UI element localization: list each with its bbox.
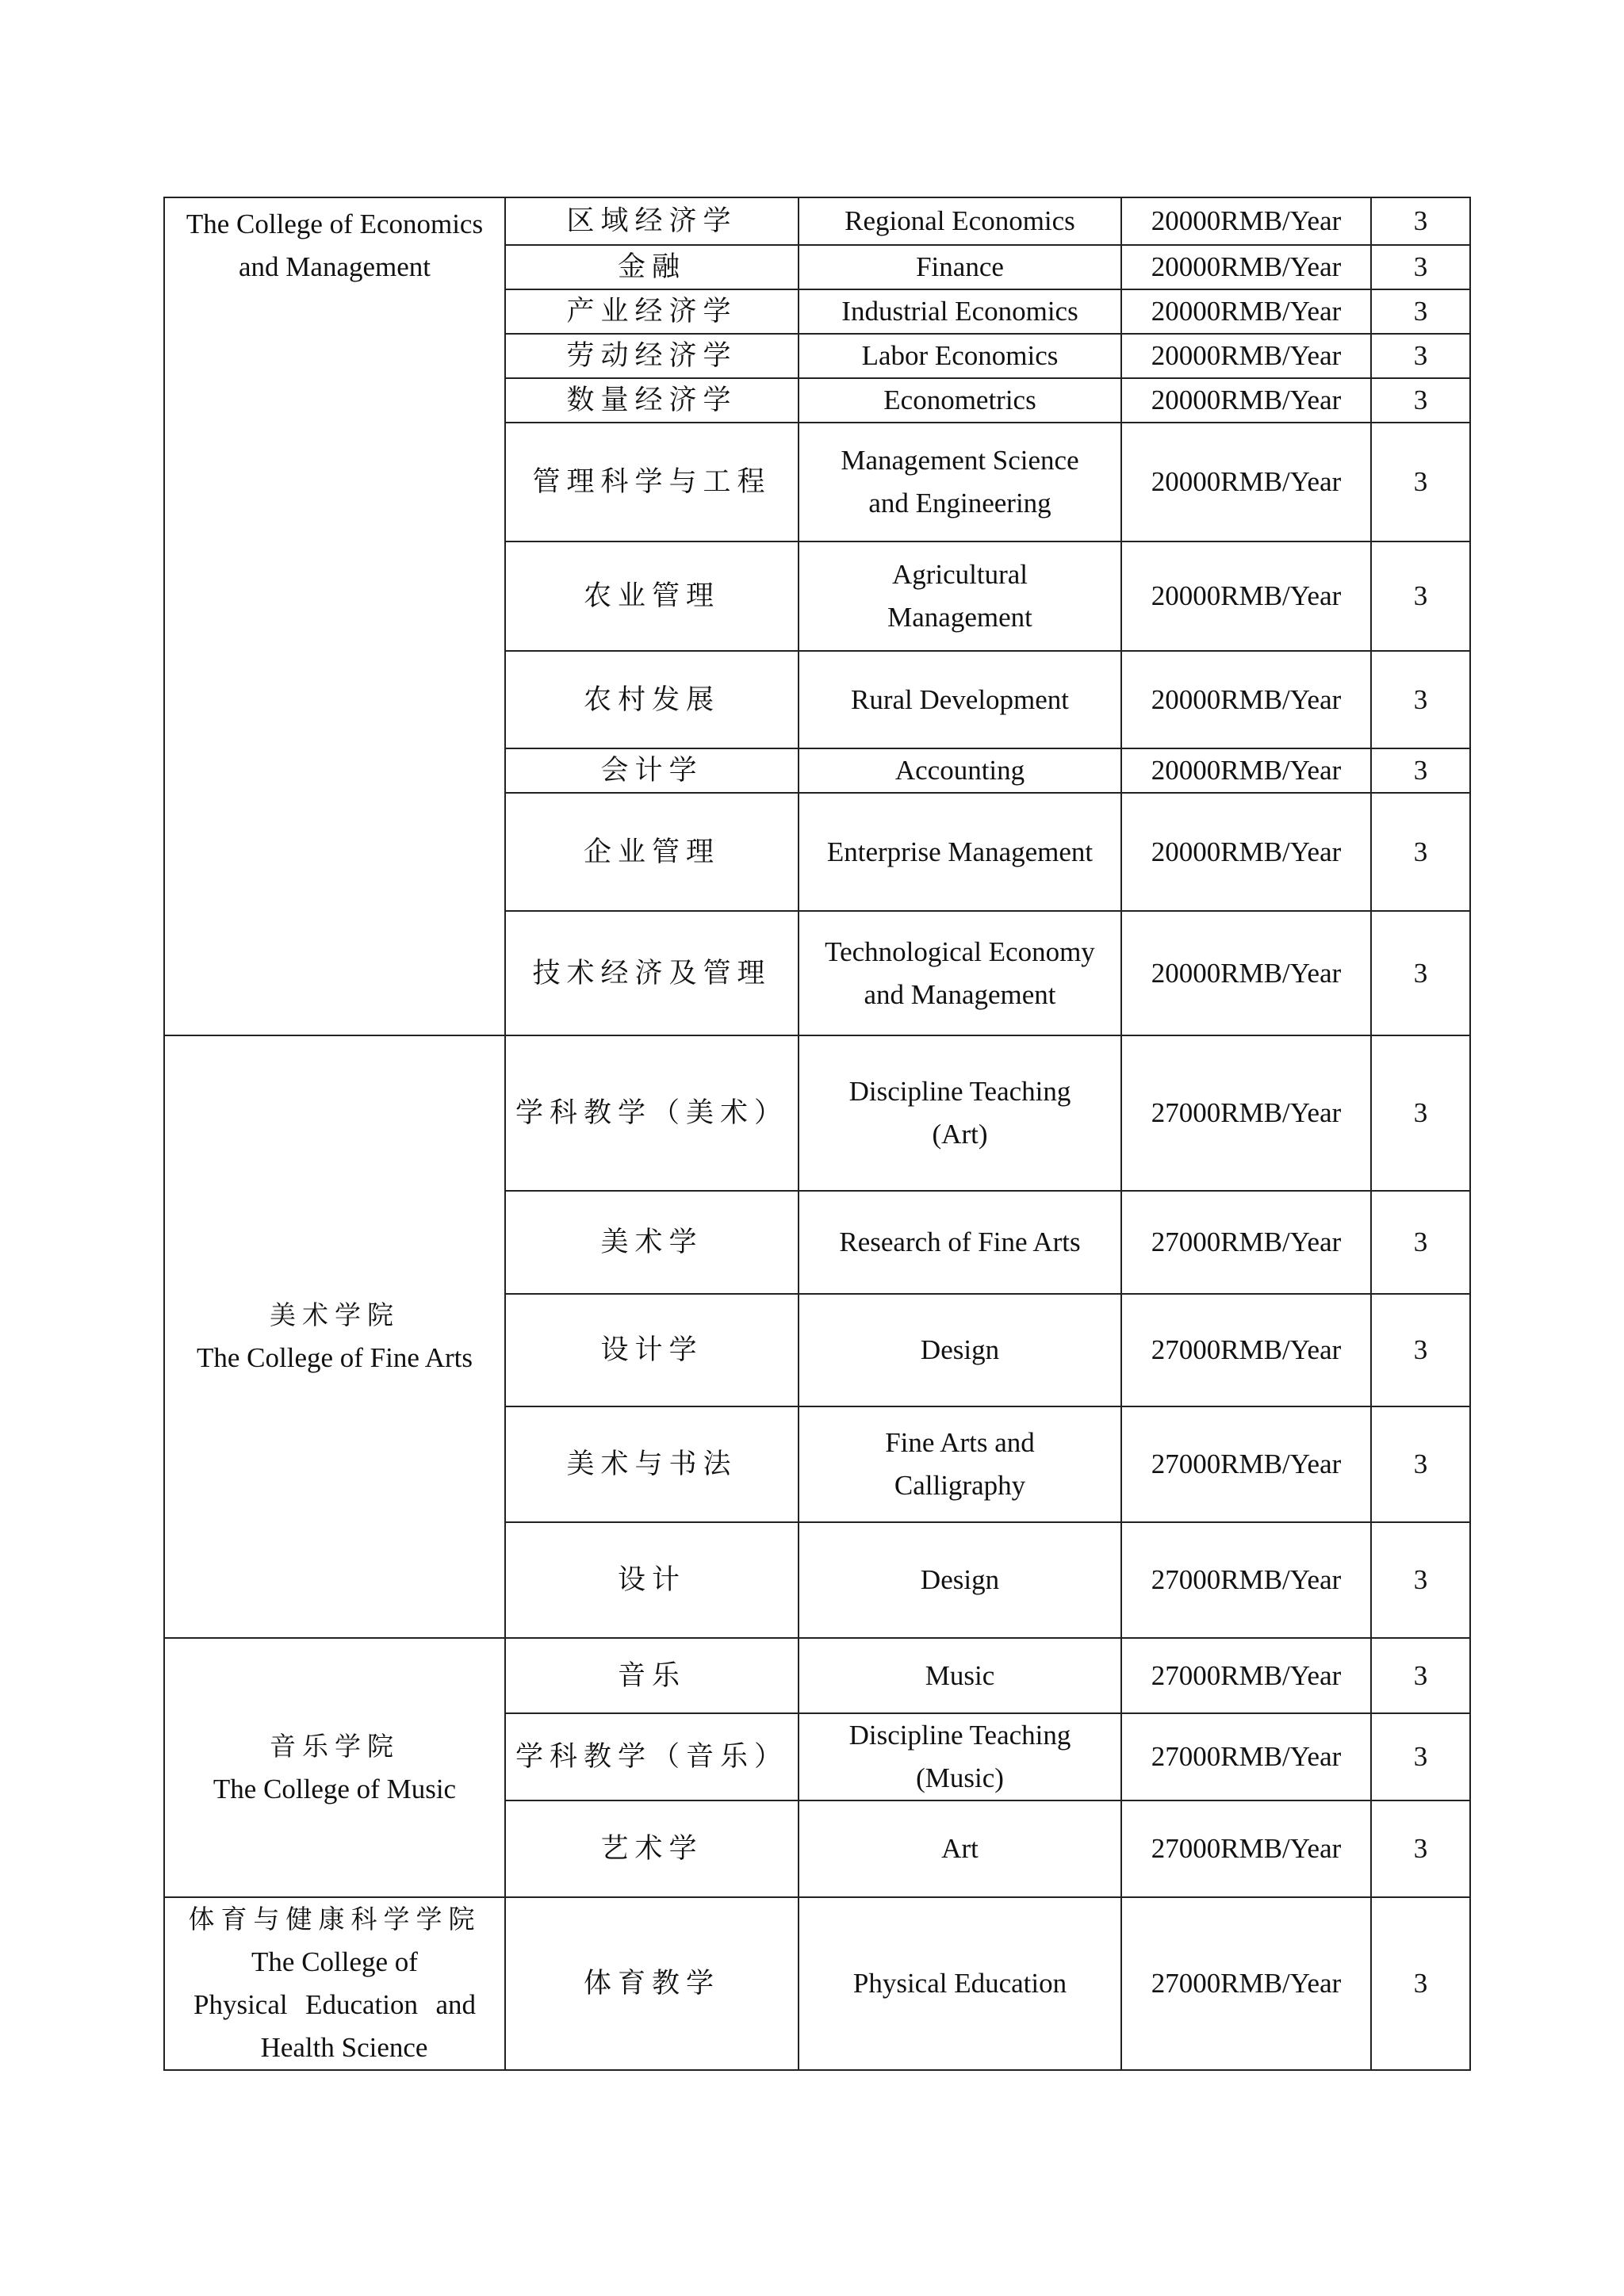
- program-zh: 会计学: [505, 748, 799, 793]
- program-fee: 20000RMB/Year: [1121, 748, 1371, 793]
- table-row: [164, 1897, 1470, 2070]
- program-fee: 27000RMB/Year: [1121, 1800, 1371, 1897]
- program-en: Accounting: [799, 748, 1121, 793]
- program-en: Music: [799, 1638, 1121, 1713]
- program-zh: 农村发展: [505, 651, 799, 748]
- program-en: Fine Arts and Calligraphy: [799, 1406, 1121, 1522]
- program-years: 3: [1371, 1897, 1470, 2070]
- college-name-line: Physical Education and: [193, 1989, 476, 2020]
- program-years: 3: [1371, 245, 1470, 289]
- program-fee: 20000RMB/Year: [1121, 378, 1371, 423]
- college-name-line: The College of Music: [213, 1773, 457, 1804]
- program-zh: 学科教学（美术）: [505, 1035, 799, 1191]
- program-zh: 技术经济及管理: [505, 911, 799, 1035]
- program-years: 3: [1371, 1713, 1470, 1800]
- program-zh: 农业管理: [505, 541, 799, 651]
- program-fee: 20000RMB/Year: [1121, 334, 1371, 378]
- program-en: Design: [799, 1294, 1121, 1406]
- program-en: Design: [799, 1522, 1121, 1638]
- program-fee: 27000RMB/Year: [1121, 1522, 1371, 1638]
- program-zh: 产业经济学: [505, 289, 799, 334]
- college-name-line: The College of Fine Arts: [196, 1342, 473, 1373]
- program-en: Management Science and Engineering: [799, 423, 1121, 541]
- college-cell-music: [164, 1638, 505, 1897]
- program-zh: 美术与书法: [505, 1406, 799, 1522]
- college-name-line: Health Science: [260, 2032, 428, 2063]
- program-fee: 20000RMB/Year: [1121, 289, 1371, 334]
- program-zh: 设计: [505, 1522, 799, 1638]
- program-en: Research of Fine Arts: [799, 1191, 1121, 1294]
- program-years: 3: [1371, 378, 1470, 423]
- program-years: 3: [1371, 651, 1470, 748]
- program-fee-table: [163, 197, 1471, 2071]
- program-zh: 音乐: [505, 1638, 799, 1713]
- program-fee: 20000RMB/Year: [1121, 793, 1371, 911]
- program-zh: 管理科学与工程: [505, 423, 799, 541]
- program-years: 3: [1371, 911, 1470, 1035]
- program-zh: 美术学: [505, 1191, 799, 1294]
- program-en: Industrial Economics: [799, 289, 1121, 334]
- program-years: 3: [1371, 1035, 1470, 1191]
- college-name-line: The College of: [251, 1946, 418, 1977]
- program-fee: 27000RMB/Year: [1121, 1294, 1371, 1406]
- program-fee: 20000RMB/Year: [1121, 197, 1371, 245]
- program-years: 3: [1371, 289, 1470, 334]
- college-name-line: and Management: [239, 251, 431, 282]
- program-fee: 20000RMB/Year: [1121, 245, 1371, 289]
- program-years: 3: [1371, 423, 1470, 541]
- college-cell-economics: [164, 197, 505, 1035]
- program-en: Enterprise Management: [799, 793, 1121, 911]
- program-fee: 27000RMB/Year: [1121, 1191, 1371, 1294]
- program-years: 3: [1371, 197, 1470, 245]
- program-fee: 27000RMB/Year: [1121, 1638, 1371, 1713]
- program-fee: 27000RMB/Year: [1121, 1406, 1371, 1522]
- program-en: Discipline Teaching (Art): [799, 1035, 1121, 1191]
- program-zh: 金融: [505, 245, 799, 289]
- program-years: 3: [1371, 1191, 1470, 1294]
- program-years: 3: [1371, 1800, 1470, 1897]
- program-en: Rural Development: [799, 651, 1121, 748]
- table-row: [164, 197, 1470, 245]
- college-cell-physical-education: [164, 1897, 505, 2070]
- program-years: 3: [1371, 1638, 1470, 1713]
- program-en: Agricultural Management: [799, 541, 1121, 651]
- program-fee: 27000RMB/Year: [1121, 1035, 1371, 1191]
- college-name-line: 音乐学院: [270, 1730, 400, 1762]
- program-years: 3: [1371, 1294, 1470, 1406]
- program-zh: 区域经济学: [505, 197, 799, 245]
- program-fee: 20000RMB/Year: [1121, 911, 1371, 1035]
- program-fee: 20000RMB/Year: [1121, 541, 1371, 651]
- program-fee: 20000RMB/Year: [1121, 423, 1371, 541]
- program-years: 3: [1371, 1406, 1470, 1522]
- program-en: Econometrics: [799, 378, 1121, 423]
- program-en: Discipline Teaching (Music): [799, 1713, 1121, 1800]
- program-zh: 艺术学: [505, 1800, 799, 1897]
- college-name-line: 美术学院: [270, 1299, 400, 1330]
- program-fee: 20000RMB/Year: [1121, 651, 1371, 748]
- program-zh: 企业管理: [505, 793, 799, 911]
- program-en: Physical Education: [799, 1897, 1121, 2070]
- program-years: 3: [1371, 748, 1470, 793]
- table-row: [164, 1638, 1470, 1713]
- program-en: Technological Economy and Management: [799, 911, 1121, 1035]
- program-zh: 学科教学（音乐）: [505, 1713, 799, 1800]
- program-years: 3: [1371, 793, 1470, 911]
- program-zh: 体育教学: [505, 1897, 799, 2070]
- college-name-line: 体育与健康科学学院: [188, 1904, 481, 1934]
- program-en: Labor Economics: [799, 334, 1121, 378]
- program-years: 3: [1371, 541, 1470, 651]
- program-en: Art: [799, 1800, 1121, 1897]
- program-years: 3: [1371, 1522, 1470, 1638]
- table-row: [164, 1035, 1470, 1191]
- program-zh: 劳动经济学: [505, 334, 799, 378]
- college-cell-fine-arts: [164, 1035, 505, 1638]
- program-en: Regional Economics: [799, 197, 1121, 245]
- program-zh: 设计学: [505, 1294, 799, 1406]
- program-fee: 27000RMB/Year: [1121, 1713, 1371, 1800]
- program-en: Finance: [799, 245, 1121, 289]
- college-name-line: The College of Economics: [186, 209, 484, 239]
- program-zh: 数量经济学: [505, 378, 799, 423]
- program-years: 3: [1371, 334, 1470, 378]
- program-fee: 27000RMB/Year: [1121, 1897, 1371, 2070]
